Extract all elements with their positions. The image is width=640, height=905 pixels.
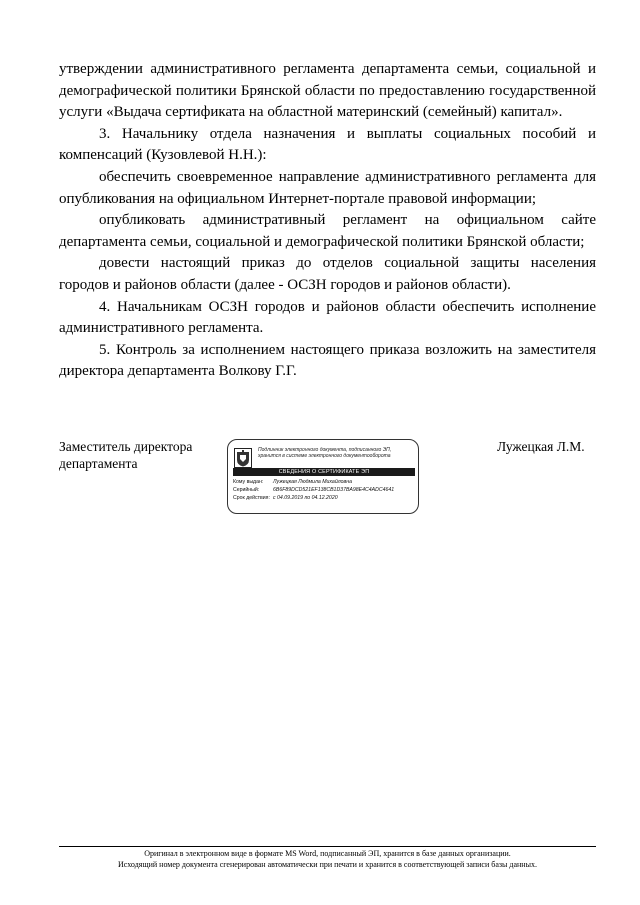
issued-to-value: Лужецкая Людмила Михайловна xyxy=(273,479,352,485)
paragraph: 4. Начальникам ОСЗН городов и районов области обеспечить исполнение административного регламента. xyxy=(59,298,596,337)
signatory-name: Лужецкая Л.М. xyxy=(497,439,585,454)
validity-label: Срок действия: xyxy=(233,495,270,501)
stamp-header-line2: хранится в системе электронного документооборота xyxy=(258,453,391,459)
signatory-position-line1: Заместитель директора xyxy=(59,439,193,454)
footer-line1: Оригинал в электронном виде в формате MS Word, подписанный ЭП, хранится в базе данных организации. xyxy=(144,849,511,858)
stamp-row-serial xyxy=(233,487,394,494)
coat-of-arms-icon xyxy=(234,448,252,468)
paragraph: опубликовать административный регламент на официальном сайте департамента семьи, социальной и демографической политики Брянской области; xyxy=(59,212,596,250)
serial-label: Серийный: xyxy=(233,487,260,493)
document-body xyxy=(59,59,596,383)
stamp-row-issued-to xyxy=(233,479,352,486)
signatory-position-line2: департамента xyxy=(59,456,138,471)
validity-value: с 04.09.2019 по 04.12.2020 xyxy=(273,495,338,501)
stamp-certificate-bar: СВЕДЕНИЯ О СЕРТИФИКАТЕ ЭП xyxy=(233,468,415,476)
serial-value: 6B6F89DCD521EF138CB1D37BA98E4C4ADC4641 xyxy=(273,487,395,493)
signatory-position xyxy=(59,438,192,472)
page-footer xyxy=(59,848,596,870)
electronic-signature-stamp xyxy=(227,439,419,514)
stamp-header-line1: Подлинник электронного документа, подписанного ЭП, xyxy=(258,447,392,453)
footer-line2: Исходящий номер документа сгенерирован автоматически при печати и хранится в соответствующей записи базы данных. xyxy=(118,860,537,869)
stamp-row-validity xyxy=(233,495,338,502)
paragraph: довести настоящий приказ до отделов социальной защиты населения городов и районов области (далее - ОСЗН городов и районов области). xyxy=(59,255,596,293)
paragraph: утверждении административного регламента департамента семьи, социальной и демографической политики Брянской области по предоставлению государственной услуги «Выдача сертификата на областной материнский (семейный) капитал». xyxy=(59,61,596,121)
paragraph: обеспечить своевременное направление административного регламента для опубликования на официальном Интернет-портале правовой информации; xyxy=(59,168,596,207)
stamp-header xyxy=(258,447,418,459)
issued-to-label: Кому выдан: xyxy=(233,479,264,485)
footer-divider xyxy=(59,846,596,847)
paragraph: 5. Контроль за исполнением настоящего приказа возложить на заместителя директора департамента Волкову Г.Г. xyxy=(59,341,596,380)
paragraph: 3. Начальнику отдела назначения и выплаты социальных пособий и компенсаций (Кузовлевой Н.Н.): xyxy=(59,125,596,164)
